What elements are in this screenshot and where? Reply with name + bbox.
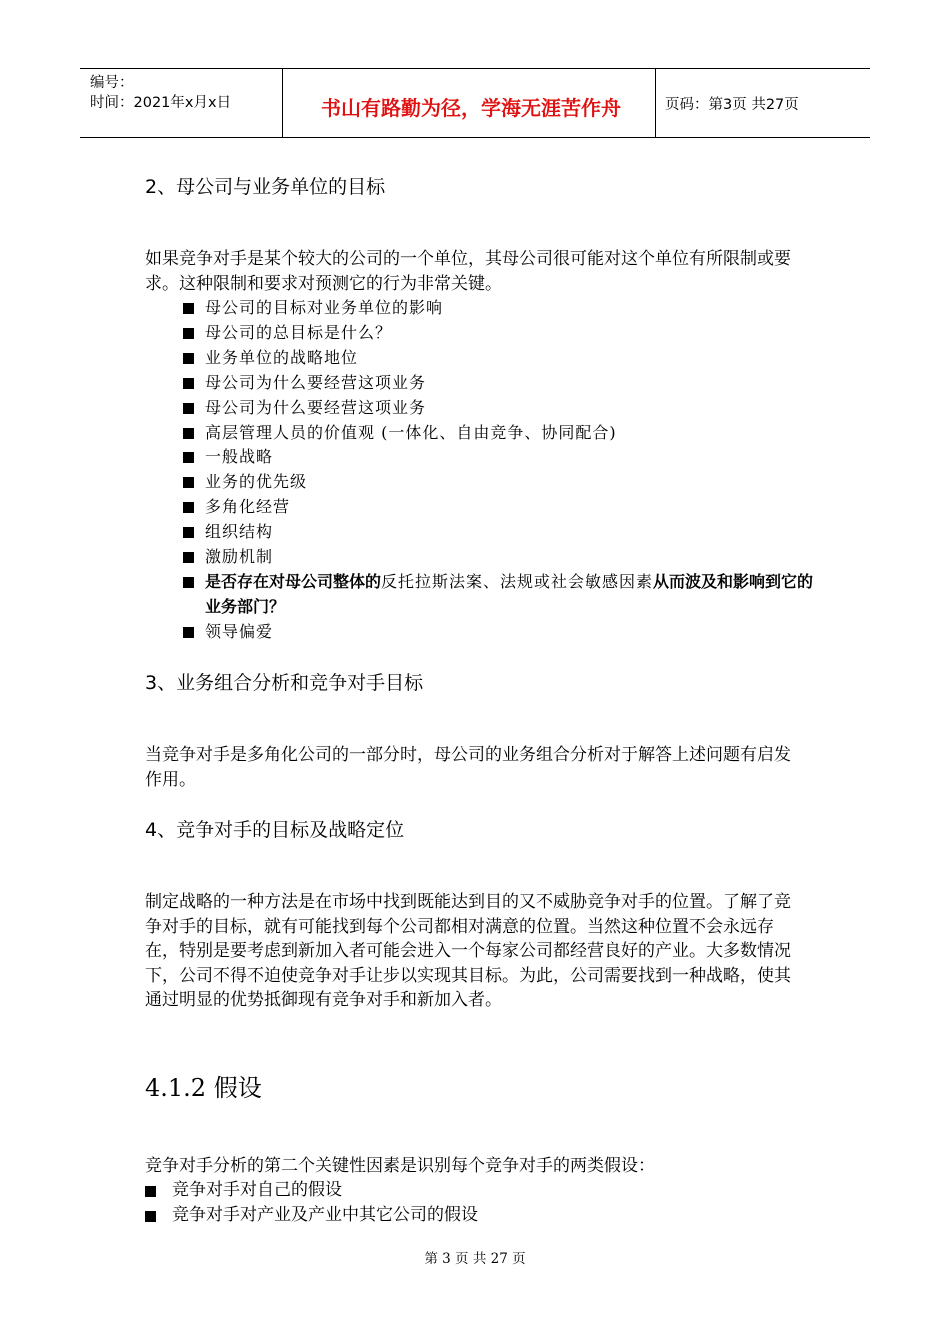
section-2-heading: 2、母公司与业务单位的目标 [145, 176, 386, 198]
list-item: 母公司为什么要经营这项业务 [183, 396, 823, 421]
square-bullet-icon [183, 627, 194, 638]
square-bullet-icon [183, 552, 194, 563]
header-divider [655, 69, 656, 137]
list-item: 多角化经营 [183, 495, 823, 520]
list-item-emphasized: 是否存在对母公司整体的反托拉斯法案、法规或社会敏感因素从而波及和影响到它的业务部门？ [183, 570, 823, 620]
list-item: 竞争对手对产业及产业中其它公司的假设 [145, 1203, 785, 1228]
header-meta [90, 73, 231, 113]
square-bullet-icon [183, 577, 194, 588]
section-412-bullet-list [145, 1178, 785, 1228]
square-bullet-icon [183, 502, 194, 513]
page-footer: 第 3 页 共 27 页 [424, 1251, 526, 1267]
section-2-bullet-list [183, 296, 823, 645]
list-item: 业务单位的战略地位 [183, 346, 823, 371]
list-item: 高层管理人员的价值观 (一体化、自由竞争、协同配合) [183, 421, 823, 446]
section-3-paragraph: 当竞争对手是多角化公司的一部分时，母公司的业务组合分析对于解答上述问题有启发作用。 [145, 745, 791, 790]
time-label: 时间：2021年x月x日 [90, 95, 232, 111]
list-item: 母公司为什么要经营这项业务 [183, 371, 823, 396]
square-bullet-icon [145, 1211, 156, 1222]
square-bullet-icon [183, 378, 194, 389]
list-item: 母公司的总目标是什么？ [183, 321, 823, 346]
list-item: 业务的优先级 [183, 470, 823, 495]
number-label: 编号： [90, 75, 134, 91]
list-item: 组织结构 [183, 520, 823, 545]
square-bullet-icon [183, 428, 194, 439]
square-bullet-icon [145, 1186, 156, 1197]
list-item: 激励机制 [183, 545, 823, 570]
header-motto: 书山有路勤为径，学海无涯苦作舟 [321, 96, 621, 120]
header-page-code: 页码：第3页 共27页 [665, 97, 799, 113]
square-bullet-icon [183, 303, 194, 314]
square-bullet-icon [183, 477, 194, 488]
section-2-paragraph: 如果竞争对手是某个较大的公司的一个单位，其母公司很可能对这个单位有所限制或要求。这种限制和要求对预测它的行为非常关键。 [145, 249, 791, 294]
section-412-paragraph: 竞争对手分析的第二个关键性因素是识别每个竞争对手的两类假设： [145, 1156, 655, 1176]
square-bullet-icon [183, 403, 194, 414]
section-412-heading: 4.1.2 假设 [145, 1074, 262, 1102]
page-header [80, 68, 870, 138]
list-item: 竞争对手对自己的假设 [145, 1178, 785, 1203]
square-bullet-icon [183, 328, 194, 339]
section-3-heading: 3、业务组合分析和竞争对手目标 [145, 672, 424, 694]
header-divider [282, 69, 283, 137]
square-bullet-icon [183, 353, 194, 364]
square-bullet-icon [183, 452, 194, 463]
section-4-paragraph: 制定战略的一种方法是在市场中找到既能达到目的又不威胁竞争对手的位置。了解了竞争对手的目标，就有可能找到每个公司都相对满意的位置。当然这种位置不会永远存在，特别是要考虑到新加入者可能会进入一个每家公司都经营良好的产业。大多数情况下，公司不得不迫使竞争对手让步以实现其目标。为此，公司需要找到一种战略，使其通过明显的优势抵御现有竞争对手和新加入者。 [145, 892, 791, 1010]
square-bullet-icon [183, 527, 194, 538]
section-4-heading: 4、竞争对手的目标及战略定位 [145, 819, 405, 841]
list-item: 领导偏爱 [183, 620, 823, 645]
list-item: 一般战略 [183, 445, 823, 470]
list-item: 母公司的目标对业务单位的影响 [183, 296, 823, 321]
